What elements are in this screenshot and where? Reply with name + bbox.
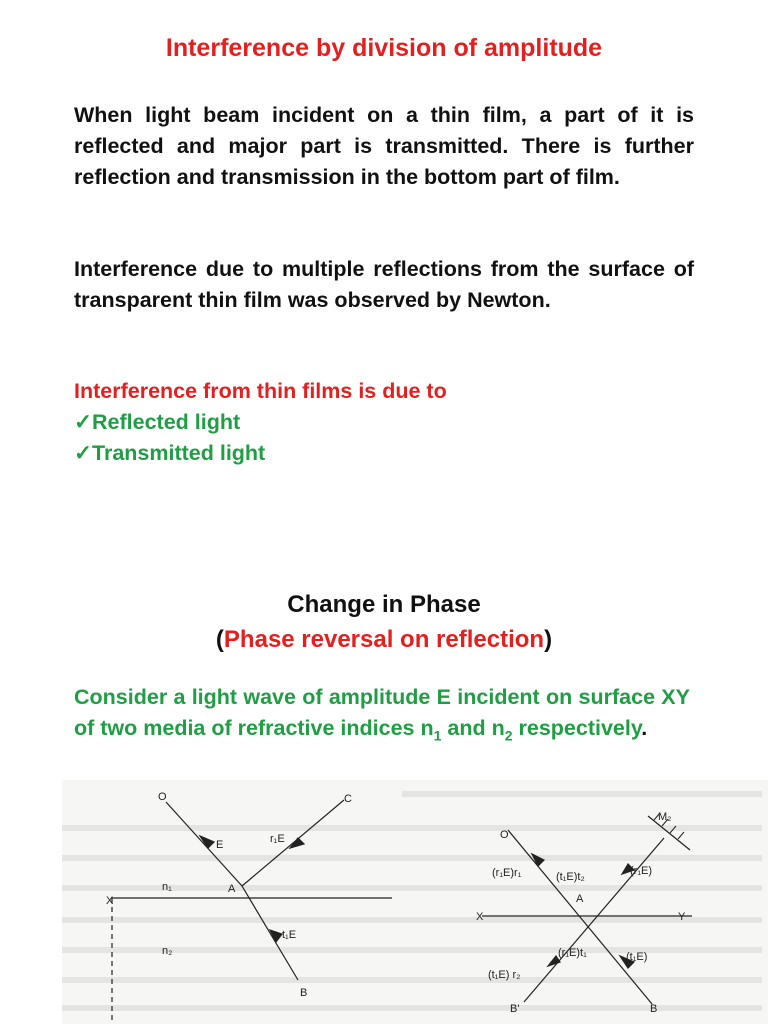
label-n2-left: n₂ — [162, 945, 173, 957]
list-item-transmitted: ✓Transmitted light — [74, 441, 266, 465]
label-O-right: O — [500, 829, 509, 841]
subtitle-open-paren: ( — [215, 626, 224, 653]
label-r1E-t1: (r₁E)t₁ — [558, 947, 587, 959]
p3-sub2: 2 — [504, 727, 513, 744]
reflection-diagram — [62, 780, 768, 1024]
label-X-left: X — [106, 895, 114, 907]
label-t1E-left: t₁E — [282, 929, 297, 941]
label-O-left: O — [158, 791, 167, 803]
list-heading: Interference from thin films is due to — [74, 379, 447, 403]
section-title: Change in Phase — [287, 591, 481, 618]
label-n1-left: n₁ — [162, 881, 172, 893]
section-subtitle — [0, 626, 768, 654]
label-r1E-left: r₁E — [270, 833, 285, 845]
label-t1E-right: (t₁E) — [626, 951, 648, 963]
p3-part2: and n — [441, 716, 505, 740]
label-r1E-r1: (r₁E)r₁ — [492, 867, 522, 879]
label-B-right: B — [650, 1003, 658, 1015]
incident-ray — [166, 802, 242, 886]
label-B-left: B — [300, 987, 308, 999]
p3-sub1: 1 — [433, 727, 442, 744]
slide-title: Interference by division of amplitude — [165, 34, 603, 62]
label-X-right: X — [476, 911, 484, 923]
label-t1E-r2: (t₁E) r₂ — [488, 969, 521, 981]
paragraph-intro: When light beam incident on a thin film, a part of it is reflected and major part is transmitted. There is further reflection and transmission in the bottom part of film. — [74, 103, 694, 189]
label-r1E-right: (r₁E) — [630, 865, 653, 877]
label-Y-right: Y — [678, 911, 686, 923]
scanned-figure — [62, 780, 768, 1024]
label-A-right: A — [576, 893, 584, 905]
p3-end: . — [641, 716, 648, 740]
reflected-ray — [242, 800, 344, 886]
subtitle-close-paren: ) — [544, 626, 553, 653]
label-M2-right: M₂ — [658, 811, 672, 823]
label-t1E-t2: (t₁E)t₂ — [556, 871, 585, 883]
label-A-left: A — [228, 883, 236, 895]
label-E-left: E — [216, 839, 224, 851]
paragraph-amplitude — [74, 682, 690, 751]
thin-film-list — [74, 376, 447, 469]
subtitle-highlight: Phase reversal on reflection — [223, 626, 545, 653]
list-item-reflected: ✓Reflected light — [74, 410, 241, 434]
label-Bprime-right: B' — [510, 1003, 520, 1015]
label-C-left: C — [344, 793, 352, 805]
p3-part1: Consider a light wave of amplitude E incident on surface XY of two media of refractive indices n — [74, 685, 690, 740]
p3-part3: respectively — [512, 716, 642, 740]
paragraph-newton: Interference due to multiple reflections from the surface of transparent thin film was observed by Newton. — [74, 257, 694, 312]
left-diagram — [112, 800, 392, 1024]
